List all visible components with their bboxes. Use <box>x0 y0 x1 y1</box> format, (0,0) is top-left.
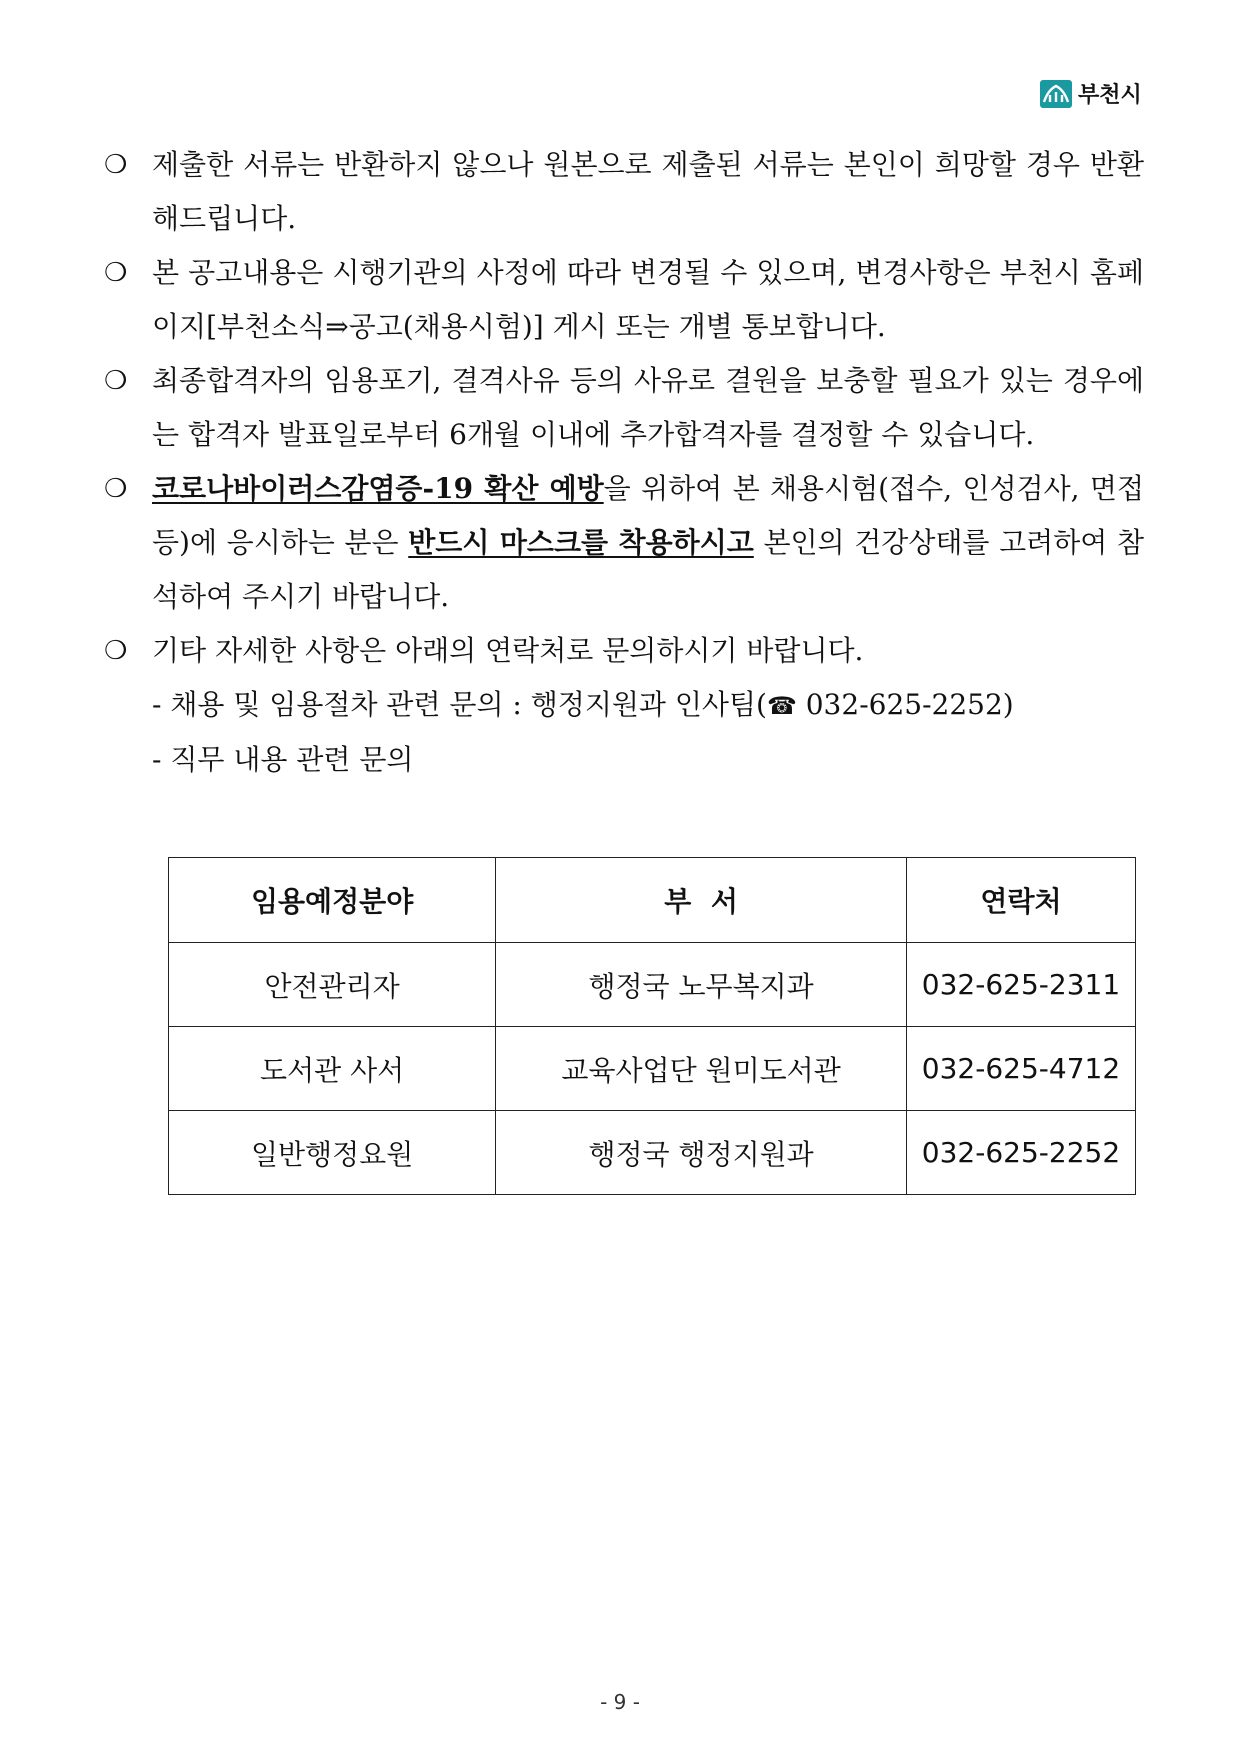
mask-required-highlight: 반드시 마스크를 착용하시고 <box>408 526 754 559</box>
notice-text: 제출한 서류는 반환하지 않으나 원본으로 제출된 서류는 본인이 희망할 경우 반환해드립니다. <box>152 148 1144 235</box>
cell-field: 일반행정요원 <box>169 1111 496 1195</box>
table-row <box>169 943 1136 1027</box>
recruit-phone: 032-625-2252) <box>796 688 1014 721</box>
bucheon-emblem-icon <box>1040 80 1072 108</box>
logo-text: 부천시 <box>1078 83 1142 108</box>
notice-text-part: 본인의 건강상태를 고려하여 참석하여 주시기 바랍니다. <box>152 526 1144 613</box>
phone-icon: ☎ <box>766 692 797 720</box>
covid-prevention-highlight: 코로나바이러스감염증-19 확산 예방 <box>152 472 604 505</box>
cell-field: 안전관리자 <box>169 943 496 1027</box>
bullet-icon: ❍ <box>104 150 128 180</box>
cell-department: 행정국 행정지원과 <box>496 1111 907 1195</box>
table-header-row <box>169 858 1136 943</box>
recruit-inquiry <box>104 678 1144 733</box>
bullet-icon: ❍ <box>104 366 128 396</box>
cell-field: 도서관 사서 <box>169 1027 496 1111</box>
notice-item-1 <box>104 138 1144 246</box>
notice-text: 본 공고내용은 시행기관의 사정에 따라 변경될 수 있으며, 변경사항은 부천시 홈페이지[부천소식⇒공고(채용시험)] 게시 또는 개별 통보합니다. <box>152 256 1144 343</box>
notice-text <box>152 462 1144 624</box>
notice-text: 기타 자세한 사항은 아래의 연락처로 문의하시기 바랍니다. <box>152 634 864 667</box>
notice-item-4 <box>104 462 1144 624</box>
page-number: - 9 - <box>600 1690 640 1714</box>
bullet-icon: ❍ <box>104 474 128 504</box>
notice-item-5 <box>104 624 1144 678</box>
bullet-icon: ❍ <box>104 258 128 288</box>
header-field: 임용예정분야 <box>169 858 496 943</box>
cell-phone: 032-625-2252 <box>906 1111 1135 1195</box>
cell-department: 교육사업단 원미도서관 <box>496 1027 907 1111</box>
notice-item-3 <box>104 354 1144 462</box>
duty-inquiry: - 직무 내용 관련 문의 <box>152 743 414 776</box>
recruit-inquiry-text: - 채용 및 임용절차 관련 문의 : 행정지원과 인사팀( <box>152 688 767 721</box>
cell-department: 행정국 노무복지과 <box>496 943 907 1027</box>
table-row <box>169 1027 1136 1111</box>
table-row <box>169 1111 1136 1195</box>
bullet-icon: ❍ <box>104 636 128 666</box>
notice-body <box>104 138 1144 787</box>
header-contact: 연락처 <box>906 858 1135 943</box>
notice-item-2 <box>104 246 1144 354</box>
cell-phone: 032-625-4712 <box>906 1027 1135 1111</box>
notice-text: 최종합격자의 임용포기, 결격사유 등의 사유로 결원을 보충할 필요가 있는 경우에는 합격자 발표일로부터 6개월 이내에 추가합격자를 결정할 수 있습니다. <box>152 364 1144 451</box>
contact-table <box>168 857 1136 1195</box>
header-department: 부 서 <box>496 858 907 943</box>
notice-text-part: 을 위하여 본 채용시험(접수, 인성검사, 면접 등)에 응시하는 분은 <box>152 472 1144 559</box>
cell-phone: 032-625-2311 <box>906 943 1135 1027</box>
bucheon-logo <box>1040 78 1142 109</box>
